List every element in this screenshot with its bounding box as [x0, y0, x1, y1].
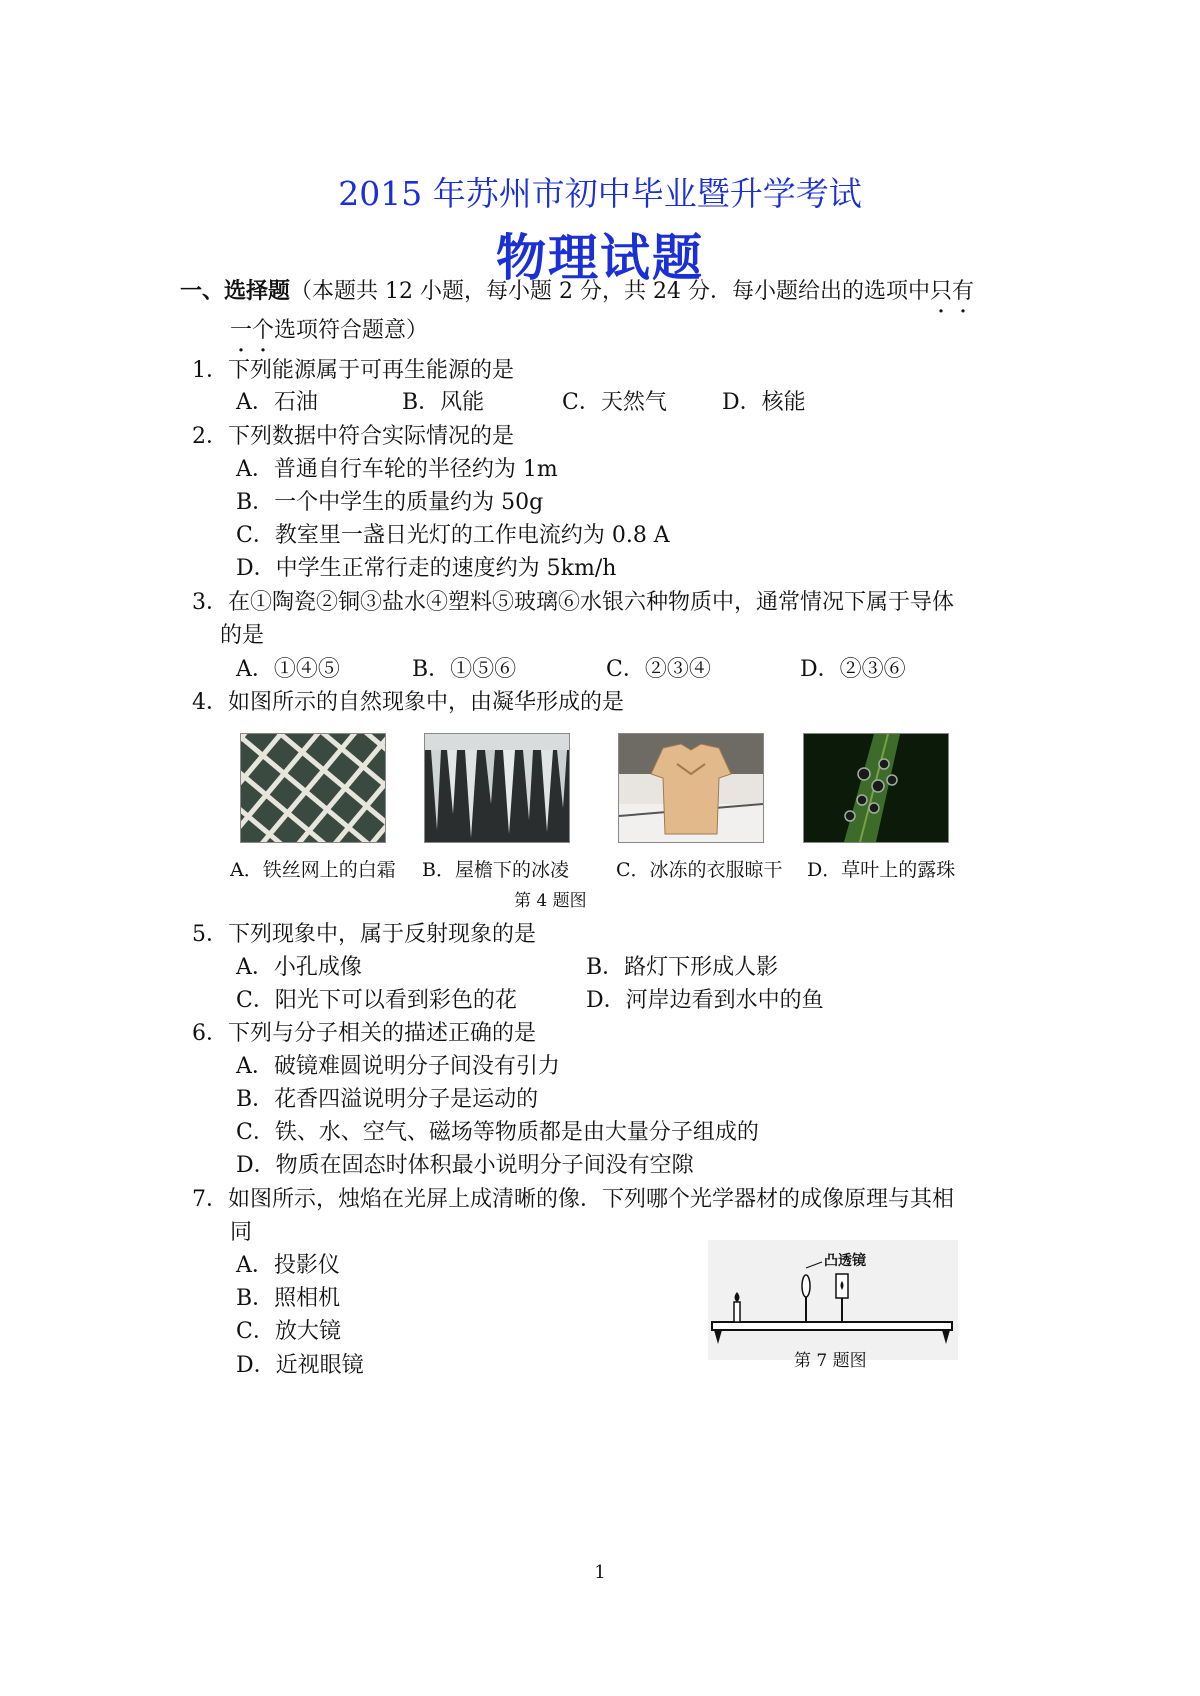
q5-option-a: A．小孔成像: [236, 955, 362, 980]
question-7-stem: 7．如图所示，烛焰在光屏上成清晰的像．下列哪个光学器材的成像原理与其相: [192, 1187, 954, 1212]
q2-option-a: A．普通自行车轮的半径约为 1m: [236, 457, 558, 482]
question-3-stem-cont: 的是: [220, 623, 265, 648]
question-6-stem: 6．下列与分子相关的描述正确的是: [192, 1021, 536, 1046]
q1-option-c: C．天然气: [562, 390, 667, 415]
q7-option-b: B．照相机: [236, 1286, 341, 1311]
question-5-stem: 5．下列现象中，属于反射现象的是: [192, 922, 536, 947]
q3-option-a: A．①④⑤: [236, 657, 340, 682]
q6-option-b: B．花香四溢说明分子是运动的: [236, 1087, 539, 1112]
frost-wire-mesh-photo: [240, 733, 386, 843]
q4-figure-label-a: A．铁丝网上的白霜: [230, 859, 396, 881]
question-3-stem: 3．在①陶瓷②铜③盐水④塑料⑤玻璃⑥水银六种物质中，通常情况下属于导体: [192, 590, 954, 615]
q6-option-c: C．铁、水、空气、磁场等物质都是由大量分子组成的: [236, 1120, 759, 1145]
emph-char: 一: [230, 318, 253, 343]
q6-option-a: A．破镜难圆说明分子间没有引力: [236, 1054, 560, 1079]
q7-option-c: C．放大镜: [236, 1319, 341, 1344]
question-1-stem: 1．下列能源属于可再生能源的是: [192, 358, 514, 383]
emph-char: 个: [252, 318, 275, 343]
q1-option-b: B．风能: [402, 390, 485, 415]
q4-figure-label-c: C．冰冻的衣服晾干: [616, 859, 783, 881]
q7-option-a: A．投影仪: [236, 1253, 340, 1278]
q6-option-d: D．物质在固态时体积最小说明分子间没有空隙: [236, 1153, 694, 1178]
q3-option-b: B．①⑤⑥: [412, 657, 517, 682]
q4-figure-caption: 第 4 题图: [514, 891, 587, 911]
optical-bench-diagram: [708, 1240, 958, 1360]
q4-figure-label-d: D．草叶上的露珠: [807, 859, 956, 881]
q5-option-c: C．阳光下可以看到彩色的花: [236, 988, 517, 1013]
section-desc: （本题共 12 小题，每小题 2 分，共 24 分．每小题给出的选项中: [290, 279, 930, 304]
section-desc-rest: 选项符合题意）: [274, 318, 429, 343]
q7-option-d: D．近视眼镜: [236, 1353, 364, 1378]
q5-option-b: B．路灯下形成人影: [586, 955, 779, 980]
q2-option-c: C．教室里一盏日光灯的工作电流约为 0.8 A: [236, 523, 670, 548]
q3-option-c: C．②③④: [606, 657, 711, 682]
subject-title: 物理试题: [496, 228, 704, 287]
frozen-clothes-photo: [618, 733, 764, 843]
q3-option-d: D．②③⑥: [800, 657, 906, 682]
question-4-stem: 4．如图所示的自然现象中，由凝华形成的是: [192, 690, 624, 715]
section-heading: [180, 276, 974, 307]
emph-char: 只: [929, 279, 952, 304]
section-label: 一、选择题: [180, 278, 291, 304]
section-desc-line2: [230, 316, 428, 346]
convex-lens-label: 凸透镜: [824, 1253, 866, 1269]
exam-title: 2015 年苏州市初中毕业暨升学考试: [338, 174, 862, 213]
q1-option-a: A．石油: [236, 390, 318, 415]
q7-figure-caption: 第 7 题图: [794, 1351, 867, 1371]
q2-option-b: B．一个中学生的质量约为 50g: [236, 490, 544, 515]
dew-grass-photo: [803, 733, 949, 843]
q1-option-d: D．核能: [722, 390, 806, 415]
question-7-stem-cont: 同: [230, 1220, 253, 1245]
q2-option-d: D．中学生正常行走的速度约为 5km/h: [236, 556, 617, 581]
page-number: 1: [594, 1562, 606, 1583]
q5-option-d: D．河岸边看到水中的鱼: [586, 988, 824, 1013]
icicles-photo: [424, 733, 570, 843]
question-2-stem: 2．下列数据中符合实际情况的是: [192, 424, 514, 449]
emph-char: 有: [951, 279, 974, 304]
q4-figure-label-b: B．屋檐下的冰凌: [422, 859, 569, 881]
